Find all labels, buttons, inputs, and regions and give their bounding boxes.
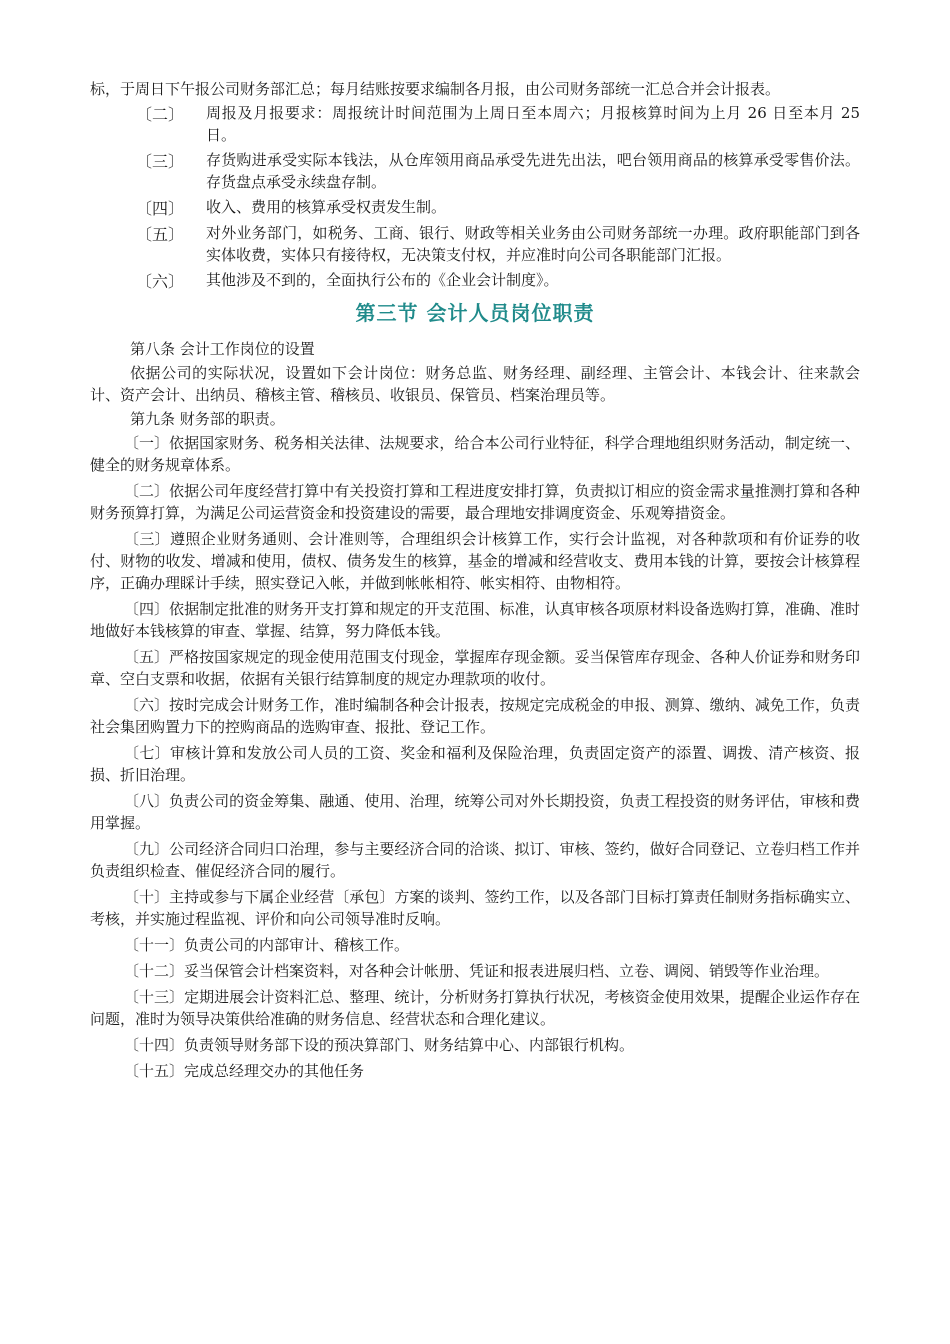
list-item [90, 102, 860, 146]
duty-item: 〔十一〕负责公司的内部审计、稽核工作。 [124, 936, 410, 954]
duty-item: 〔九〕公司经济合同归口治理，参与主要经济合同的洽谈、拟订、审核、签约，做好合同登记、立卷归档工作并负责组织检查、催促经济合同的履行。 [90, 840, 860, 880]
article-8-title: 第八条 会计工作岗位的设置 [130, 340, 315, 358]
continuation-line: 标，于周日下午报公司财务部汇总；每月结账按要求编制各月报，由公司财务部统一汇总合并会计报表。 [90, 80, 781, 98]
duty-item: 〔四〕依据制定批准的财务开支打算和规定的开支范围、标准，认真审核各项原材料设备选购打算，准确、准时地做好本钱核算的审查、掌握、结算，努力降低本钱。 [90, 600, 860, 640]
duty-item: 〔一〕依据国家财务、税务相关法律、法规要求，给合本公司行业特征，科学合理地组织财务活动，制定统一、健全的财务规章体系。 [90, 434, 860, 474]
item-text: 收入、费用的核算承受权责发生制。 [206, 198, 447, 216]
article-8-text: 依据公司的实际状况，设置如下会计岗位：财务总监、财务经理、副经理、主管会计、本钱会计、往来款会计、资产会计、出纳员、稽核主管、稽核员、收银员、保管员、档案治理员等。 [90, 364, 860, 404]
section-title: 第三节 会计人员岗位职责 [355, 301, 595, 325]
item-text: 周报及月报要求：周报统计时间范围为上周日至本周六；月报核算时间为上月 26 日至本月 25 日。 [206, 104, 860, 144]
duty-item: 〔八〕负责公司的资金筹集、融通、使用、治理，统筹公司对外长期投资，负责工程投资的财务评估，审核和费用掌握。 [90, 792, 860, 832]
item-text: 存货购进承受实际本钱法，从仓库领用商品承受先进先出法，吧台领用商品的核算承受零售价法。存货盘点承受永续盘存制。 [206, 151, 860, 191]
item-text: 对外业务部门，如税务、工商、银行、财政等相关业务由公司财务部统一办理。政府职能部门到各实体收费，实体只有接待权，无决策支付权，并应准时向公司各职能部门汇报。 [206, 224, 860, 264]
duty-item: 〔十二〕妥当保管会计档案资料，对各种会计帐册、凭证和报表进展归档、立卷、调阅、销毁等作业治理。 [124, 962, 830, 980]
item-text: 其他涉及不到的，全面执行公布的《企业会计制度》。 [206, 271, 559, 289]
list-item [90, 196, 860, 219]
duty-item: 〔十三〕定期进展会计资料汇总、整理、统计，分析财务打算执行状况，考核资金使用效果，提醒企业运作存在问题，准时为领导决策供给准确的财务信息、经营状态和合理化建议。 [90, 988, 860, 1028]
item-number: 〔五〕 [136, 225, 185, 244]
duty-item: 〔十四〕负责领导财务部下设的预决算部门、财务结算中心、内部银行机构。 [124, 1036, 635, 1054]
list-item [90, 269, 860, 292]
duty-item: 〔五〕严格按国家规定的现金使用范围支付现金，掌握库存现金额。妥当保管库存现金、各种人价证券和财务印章、空白支票和收据，依据有关银行结算制度的规定办理款项的收付。 [90, 648, 860, 688]
list-item [90, 149, 860, 193]
item-number: 〔三〕 [136, 152, 185, 171]
duty-item: 〔十五〕完成总经理交办的其他任务 [124, 1062, 365, 1080]
duty-item: 〔六〕按时完成会计财务工作，准时编制各种会计报表，按规定完成税金的申报、测算、缴纳、减免工作，负责社会集团购置力下的控购商品的选购审查、报批、登记工作。 [90, 696, 860, 736]
duty-item: 〔七〕审核计算和发放公司人员的工资、奖金和福利及保险治理，负责固定资产的添置、调拨、清产核资、报损、折旧治理。 [90, 744, 860, 784]
duty-item: 〔三〕遵照企业财务通则、会计准则等，合理组织会计核算工作，实行会计监视，对各种款项和有价证券的收付、财物的收发、增减和使用，债权、债务发生的核算，基金的增减和经营收支、费用本钱的计算，要按会计核算程序，正确办理睬计手续，照实登记入帐，并做到帐帐相符、帐实相符、由物相符。 [90, 530, 860, 592]
duty-item: 〔十〕主持或参与下属企业经营〔承包〕方案的谈判、签约工作，以及各部门目标打算责任制财务指标确实立、考核，并实施过程监视、评价和向公司领导准时反响。 [90, 888, 860, 928]
item-number: 〔六〕 [136, 272, 185, 291]
list-item [90, 222, 860, 266]
document-page [90, 78, 860, 1086]
article-9-title: 第九条 财务部的职责。 [130, 410, 285, 428]
duty-item: 〔二〕依据公司年度经营打算中有关投资打算和工程进度安排打算，负责拟订相应的资金需求量推测打算和各种财务预算打算，为满足公司运营资金和投资建设的需要，最合理地安排调度资金、乐观筹措资金。 [90, 482, 860, 522]
item-number: 〔二〕 [136, 105, 185, 124]
item-number: 〔四〕 [136, 199, 185, 218]
